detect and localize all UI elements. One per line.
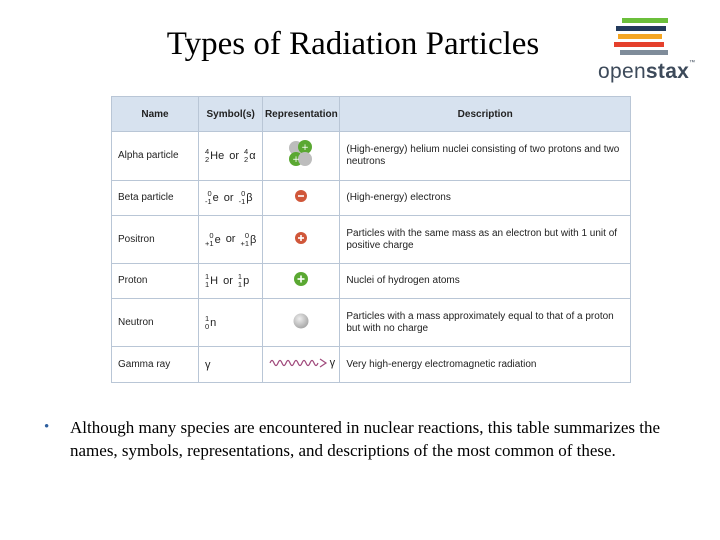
row-description: Particles with the same mass as an electron but with 1 unit of positive charge bbox=[340, 216, 631, 264]
row-symbols: 1 0 n bbox=[199, 299, 263, 347]
row-name: Gamma ray bbox=[112, 347, 199, 383]
gamma-wave-icon bbox=[268, 356, 328, 370]
alpha-particle-icon bbox=[284, 138, 318, 170]
row-symbols: 0 +1 e or 0 +1 β bbox=[199, 216, 263, 264]
header-name: Name bbox=[112, 97, 199, 132]
logo-wordmark: openstax™ bbox=[598, 60, 696, 83]
row-symbols: 1 1 H or 1 1 p bbox=[199, 264, 263, 299]
table-row bbox=[112, 132, 631, 181]
row-name: Positron bbox=[112, 216, 199, 264]
bullet-marker: • bbox=[44, 419, 50, 435]
header-representation: Representation bbox=[263, 97, 340, 132]
header-symbols: Symbol(s) bbox=[199, 97, 263, 132]
row-name: Neutron bbox=[112, 299, 199, 347]
table-row bbox=[112, 347, 631, 383]
logo-bar-green bbox=[622, 18, 668, 23]
neutron-icon bbox=[292, 312, 310, 330]
header-description: Description bbox=[340, 97, 631, 132]
proton-icon bbox=[292, 270, 310, 288]
row-description: (High-energy) helium nuclei consisting of two protons and two neutrons bbox=[340, 132, 631, 181]
logo-bar-navy bbox=[616, 26, 666, 31]
row-name: Proton bbox=[112, 264, 199, 299]
logo-bar-orange bbox=[618, 34, 662, 39]
row-representation bbox=[263, 299, 340, 347]
row-symbols: 4 2 He or 4 2 α bbox=[199, 132, 263, 181]
row-representation bbox=[263, 264, 340, 299]
table-row bbox=[112, 181, 631, 216]
positron-icon bbox=[293, 230, 309, 246]
row-symbols: 0 -1 e or 0 -1 β bbox=[199, 181, 263, 216]
svg-text:+: + bbox=[292, 155, 301, 165]
row-description: Very high-energy electromagnetic radiation bbox=[340, 347, 631, 383]
logo-bar-red bbox=[614, 42, 664, 47]
row-description: (High-energy) electrons bbox=[340, 181, 631, 216]
row-representation bbox=[263, 347, 340, 383]
openstax-logo bbox=[596, 16, 700, 86]
table-header-row bbox=[112, 97, 631, 132]
table-row bbox=[112, 264, 631, 299]
row-representation bbox=[263, 216, 340, 264]
svg-text:+: + bbox=[301, 143, 310, 153]
row-description: Particles with a mass approximately equal to that of a proton but with no charge bbox=[340, 299, 631, 347]
row-description: Nuclei of hydrogen atoms bbox=[340, 264, 631, 299]
row-representation bbox=[263, 181, 340, 216]
radiation-table bbox=[111, 96, 631, 383]
electron-icon bbox=[293, 188, 309, 204]
table-row bbox=[112, 299, 631, 347]
logo-bar-gray bbox=[620, 50, 668, 55]
bullet-text: Although many species are encountered in nuclear reactions, this table summarizes the names, symbols, representations, and descriptions of the most common of these. bbox=[70, 418, 661, 460]
table-row bbox=[112, 216, 631, 264]
row-representation bbox=[263, 132, 340, 181]
gamma-label: γ bbox=[329, 356, 336, 369]
row-name: Beta particle bbox=[112, 181, 199, 216]
slide-title: Types of Radiation Particles bbox=[166, 26, 540, 62]
row-name: Alpha particle bbox=[112, 132, 199, 181]
row-symbols: γ bbox=[199, 347, 263, 383]
